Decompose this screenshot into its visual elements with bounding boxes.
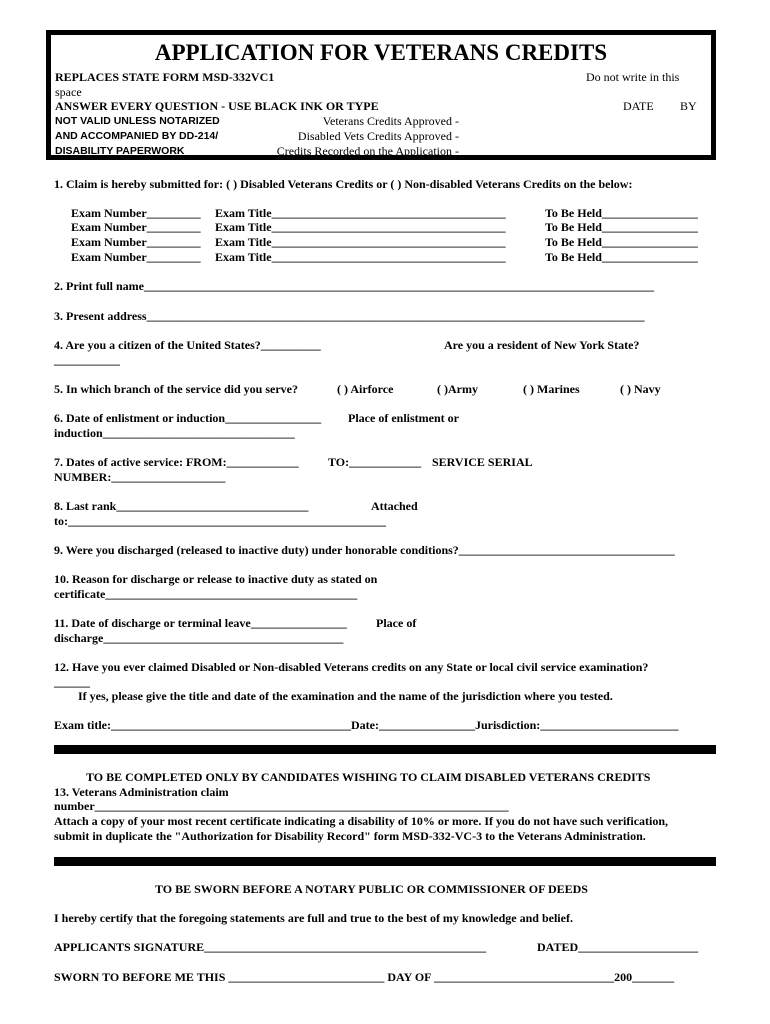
exam-title-field[interactable]: _______________________________________ [271, 235, 506, 249]
q12-claimed-label: 12. Have you ever claimed Disabled or Non-disabled Veterans credits on any State or local civil service examination? [54, 660, 649, 674]
q6-induction-label: induction [54, 426, 103, 440]
q8-to-label: to: [54, 514, 68, 528]
year-label: 200 [614, 970, 633, 984]
q11-place-label: Place of [376, 616, 417, 630]
disabled-credits-approved: Disabled Vets Credits Approved - [297, 129, 459, 143]
exam-title-label: Exam Title [215, 220, 272, 234]
sworn-day-field[interactable]: __________________________ [228, 970, 385, 984]
exam-title-label: Exam Title [215, 206, 272, 220]
sworn-section-heading: TO BE SWORN BEFORE A NOTARY PUBLIC OR COMMISSIONER OF DEEDS [155, 882, 588, 896]
claimed-before-field[interactable]: ______ [54, 675, 90, 689]
serial-number-field[interactable]: ___________________ [111, 470, 226, 484]
service-to-field[interactable]: ____________ [349, 455, 422, 469]
q6-place-label: Place of enlistment or [348, 411, 459, 425]
q6-enlistment-date-label: 6. Date of enlistment or induction [54, 411, 226, 425]
section-divider [54, 857, 716, 866]
section-divider [54, 745, 716, 754]
sworn-year-field[interactable]: _______ [632, 970, 675, 984]
service-from-field[interactable]: ____________ [226, 455, 299, 469]
exam-number-field[interactable]: _________ [146, 250, 201, 264]
signature-label: APPLICANTS SIGNATURE [54, 940, 205, 954]
full-name-field[interactable]: _____________________________________________________________________________________ [144, 279, 654, 293]
address-field[interactable]: ___________________________________________________________________________________ [146, 309, 645, 323]
space-note: space [55, 85, 82, 99]
prior-exam-title-field[interactable]: ________________________________________ [110, 718, 351, 732]
q1-claim-text: 1. Claim is hereby submitted for: ( ) Disabled Veterans Credits or ( ) Non-disabled Veterans Credits on the below: [54, 177, 633, 191]
exam-title-label: Exam Title [215, 250, 272, 264]
resident-field[interactable]: ___________ [54, 353, 120, 367]
q12-jurisdiction-label: Jurisdiction: [474, 718, 541, 732]
by-label: BY [680, 99, 697, 113]
exam-number-field[interactable]: _________ [146, 206, 201, 220]
do-not-write-note: Do not write in this [586, 70, 680, 84]
marines-checkbox[interactable]: ( ) Marines [523, 382, 580, 396]
to-be-held-label: To Be Held [545, 220, 602, 234]
q12-if-yes-label: If yes, please give the title and date of the examination and the name of the jurisdiction where you tested. [78, 689, 613, 703]
date-label: DATE [623, 99, 654, 113]
credits-recorded: Credits Recorded on the Application - [276, 144, 459, 158]
q4-citizen-label: 4. Are you a citizen of the United States? [54, 338, 261, 352]
form-title: APPLICATION FOR VETERANS CREDITS [154, 40, 608, 65]
q4-resident-label: Are you a resident of New York State? [444, 338, 640, 352]
exam-title-field[interactable]: _______________________________________ [271, 206, 506, 220]
to-be-held-label: To Be Held [545, 206, 602, 220]
airforce-checkbox[interactable]: ( ) Airforce [337, 382, 394, 396]
to-be-held-label: To Be Held [545, 250, 602, 264]
navy-checkbox[interactable]: ( ) Navy [620, 382, 661, 396]
not-valid-note: NOT VALID UNLESS NOTARIZED [55, 115, 220, 127]
to-be-held-label: To Be Held [545, 235, 602, 249]
attached-to-field[interactable]: _____________________________________________________ [68, 514, 386, 528]
day-of-label: DAY OF [387, 970, 432, 984]
q2-full-name-label: 2. Print full name [54, 279, 144, 293]
citizen-field[interactable]: __________ [260, 338, 321, 352]
q8-attached-label: Attached [371, 499, 418, 513]
q3-address-label: 3. Present address [54, 309, 147, 323]
discharge-date-field[interactable]: ________________ [250, 616, 347, 630]
exam-title-field[interactable]: _______________________________________ [271, 220, 506, 234]
certify-statement: I hereby certify that the foregoing statements are full and true to the best of my knowledge and belief. [54, 911, 573, 925]
q8-rank-label: 8. Last rank [54, 499, 117, 513]
exam-number-label: Exam Number [71, 220, 147, 234]
q12-date-label: Date: [350, 718, 379, 732]
dated-label: DATED [537, 940, 579, 954]
to-be-held-field[interactable]: ________________ [601, 220, 698, 234]
q13-number-label: number [54, 799, 95, 813]
to-be-held-field[interactable]: ________________ [601, 250, 698, 264]
signature-field[interactable]: _______________________________________________ [204, 940, 487, 954]
disability-paperwork-note: DISABILITY PAPERWORK [55, 145, 185, 157]
accompanied-note: AND ACCOMPANIED BY DD-214/ [55, 130, 219, 142]
exam-title-label: Exam Title [215, 235, 272, 249]
army-checkbox[interactable]: ( )Army [437, 382, 478, 396]
jurisdiction-field[interactable]: _______________________ [540, 718, 679, 732]
va-claim-number-field[interactable]: _____________________________________________________________________ [94, 799, 509, 813]
q10-certificate-label: certificate [54, 587, 106, 601]
veterans-credits-approved: Veterans Credits Approved - [322, 114, 459, 128]
exam-number-label: Exam Number [71, 250, 147, 264]
exam-number-label: Exam Number [71, 235, 147, 249]
q7-serial-label: SERVICE SERIAL [432, 455, 533, 469]
disabled-section-heading: TO BE COMPLETED ONLY BY CANDIDATES WISHING TO CLAIM DISABLED VETERANS CREDITS [86, 770, 651, 784]
q7-to-label: TO: [328, 455, 350, 469]
q11-discharge-label: discharge [54, 631, 104, 645]
q12-exam-title-label: Exam title: [54, 718, 111, 732]
q13-claim-label: 13. Veterans Administration claim [54, 785, 229, 799]
exam-number-field[interactable]: _________ [146, 235, 201, 249]
submit-duplicate-note: submit in duplicate the "Authorization for Disability Record" form MSD-332-VC-3 to the Veterans Administration. [54, 829, 646, 843]
prior-exam-date-field[interactable]: ________________ [378, 718, 475, 732]
to-be-held-field[interactable]: ________________ [601, 235, 698, 249]
enlistment-date-field[interactable]: ________________ [225, 411, 322, 425]
attach-certificate-note: Attach a copy of your most recent certificate indicating a disability of 10% or more. If you do not have such verification, [54, 814, 669, 828]
discharge-place-field[interactable]: ________________________________________ [103, 631, 344, 645]
q9-honorable-label: 9. Were you discharged (released to inactive duty) under honorable conditions? [54, 543, 459, 557]
enlistment-place-field[interactable]: ________________________________ [102, 426, 295, 440]
answer-every-question: ANSWER EVERY QUESTION - USE BLACK INK OR TYPE [55, 99, 379, 113]
exam-number-label: Exam Number [71, 206, 147, 220]
q5-branch-label: 5. In which branch of the service did you serve? [54, 382, 298, 396]
honorable-field[interactable]: ____________________________________ [458, 543, 675, 557]
replaces-form: REPLACES STATE FORM MSD-332VC1 [55, 70, 275, 84]
discharge-reason-field[interactable]: __________________________________________ [105, 587, 358, 601]
q7-number-label: NUMBER: [54, 470, 112, 484]
sworn-label: SWORN TO BEFORE ME THIS [54, 970, 226, 984]
exam-number-field[interactable]: _________ [146, 220, 201, 234]
last-rank-field[interactable]: ________________________________ [116, 499, 309, 513]
q7-from-label: 7. Dates of active service: FROM: [54, 455, 227, 469]
to-be-held-field[interactable]: ________________ [601, 206, 698, 220]
dated-field[interactable]: ____________________ [578, 940, 699, 954]
q11-discharge-date-label: 11. Date of discharge or terminal leave [54, 616, 251, 630]
q10-reason-label: 10. Reason for discharge or release to inactive duty as stated on [54, 572, 378, 586]
exam-title-field[interactable]: _______________________________________ [271, 250, 506, 264]
sworn-month-field[interactable]: ______________________________ [434, 970, 615, 984]
header-box [46, 30, 716, 160]
